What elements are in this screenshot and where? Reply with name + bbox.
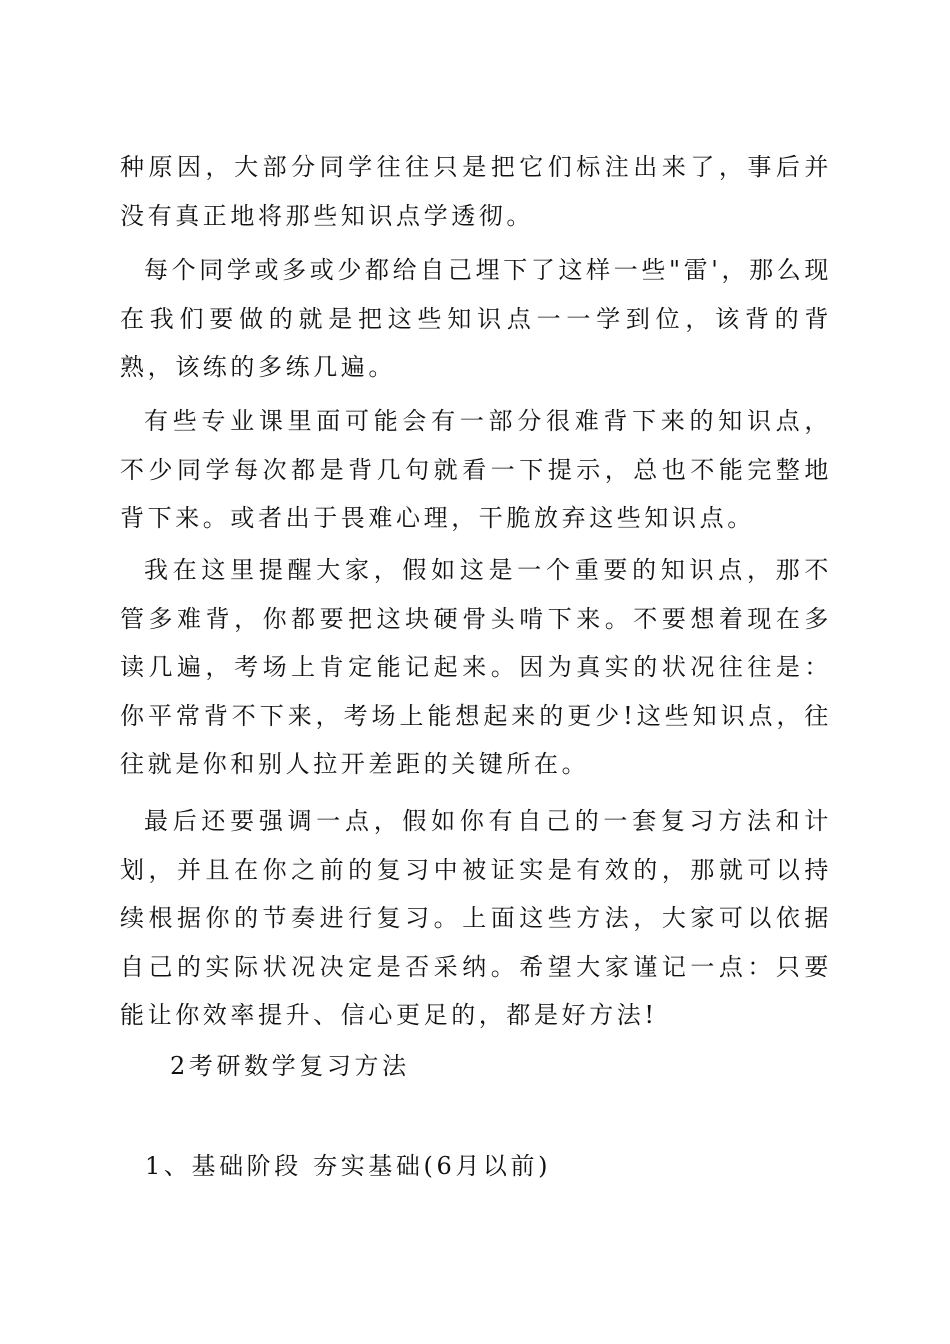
paragraph-conclusion: 最后还要强调一点，假如你有自己的一套复习方法和计划，并且在你之前的复习中被证实是有效的，那就可以持续根据你的节奏进行复习。上面这些方法，大家可以依据自己的实际状况决定是否采纳。希望大家谨记一点：只要能让你效率提升、信心更足的，都是好方法!	[120, 807, 832, 1029]
section-heading: 2考研数学复习方法	[170, 1052, 410, 1080]
paragraph-continuation: 种原因，大部分同学往往只是把它们标注出来了，事后并没有真正地将那些知识点学透彻。	[120, 153, 832, 230]
paragraph-hard-to-memorize: 有些专业课里面可能会有一部分很难背下来的知识点，不少同学每次都是背几句就看一下提示，总也不能完整地背下来。或者出于畏难心理，干脆放弃这些知识点。	[120, 407, 832, 532]
subheading-basic-stage: 1、基础阶段 夯实基础(6月以前)	[145, 1152, 552, 1180]
paragraph-landmines: 每个同学或多或少都给自己埋下了这样一些"雷'，那么现在我们要做的就是把这些知识点一一学到位，该背的背熟，该练的多练几遍。	[120, 256, 832, 381]
paragraph-reminder: 我在这里提醒大家，假如这是一个重要的知识点，那不管多难背，你都要把这块硬骨头啃下来。不要想着现在多读几遍，考场上肯定能记起来。因为真实的状况往往是：你平常背不下来，考场上能想起来的更少!这些知识点，往往就是你和别人拉开差距的关键所在。	[120, 556, 832, 778]
